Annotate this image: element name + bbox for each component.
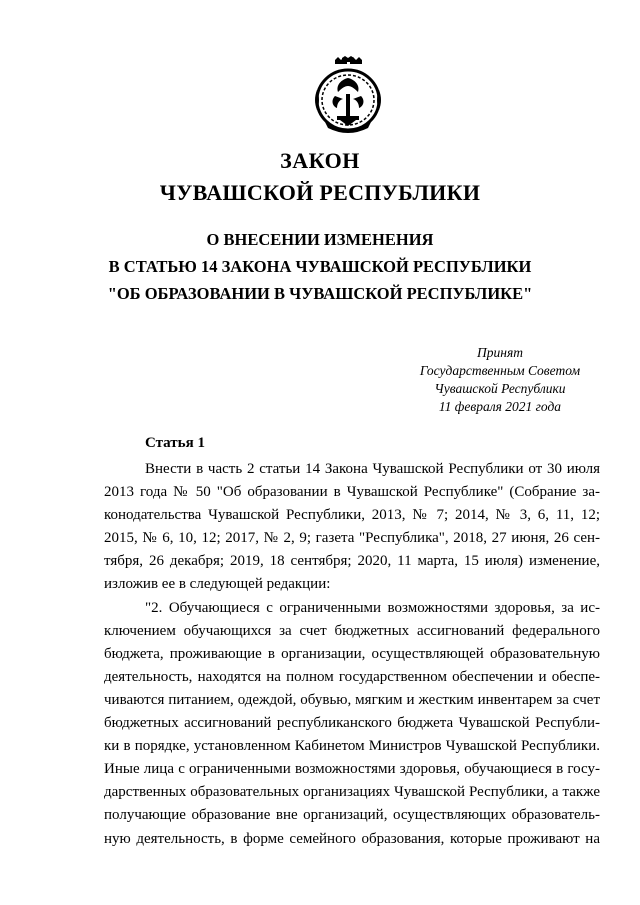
- article-title: Статья 1: [145, 435, 205, 451]
- body-line: деятельность, находятся на полном государственном обеспечении и обеспе-: [104, 668, 600, 685]
- body-line: Иные лица с ограниченными возможностями здоровья, обучающиеся в госу-: [104, 761, 600, 778]
- subtitle-line: В СТАТЬЮ 14 ЗАКОНА ЧУВАШСКОЙ РЕСПУБЛИКИ: [108, 257, 532, 276]
- body-line: бюджета, проживающие в организации, осуществляющей образовательную: [104, 645, 600, 662]
- subtitle-line: "ОБ ОБРАЗОВАНИИ В ЧУВАШСКОЙ РЕСПУБЛИКЕ": [107, 284, 533, 303]
- article-body: [104, 458, 600, 851]
- subtitle-line: О ВНЕСЕНИИ ИЗМЕНЕНИЯ: [206, 230, 434, 249]
- body-line: ки в порядке, установленном Кабинетом Министров Чувашской Республики.: [104, 738, 600, 755]
- chuvash-republic-emblem-icon: [313, 56, 383, 134]
- body-line: конодательства Чувашской Республики, 2013, № 7; 2014, № 3, 6, 11, 12;: [104, 507, 600, 524]
- body-line: "2. Обучающиеся с ограниченными возможностями здоровья, за ис-: [145, 599, 600, 616]
- adoption-line: Чувашской Республики: [434, 381, 566, 396]
- adoption-line: Принят: [477, 345, 523, 360]
- body-line: тября, 26 декабря; 2019, 18 сентября; 2020, 11 марта, 15 июля) изменение,: [104, 553, 600, 570]
- body-line: получающие образование вне организаций, осуществляющих образователь-: [104, 807, 600, 824]
- body-line: бюджетных ассигнований республиканского бюджета Чувашской Республи-: [104, 715, 600, 732]
- adoption-date: 11 февраля 2021 года: [438, 399, 562, 414]
- adoption-note: [380, 344, 620, 416]
- body-line: 2013 года № 50 "Об образовании в Чувашской Республике" (Собрание за-: [104, 484, 600, 501]
- body-line: изложив ее в следующей редакции:: [104, 576, 331, 593]
- body-line: ключением обучающихся за счет бюджетных ассигнований федерального: [104, 622, 600, 639]
- body-line: Внести в часть 2 статьи 14 Закона Чувашской Республики от 30 июля: [145, 461, 600, 477]
- body-line: ную деятельность, в форме семейного образования, которые проживают на: [104, 830, 600, 847]
- body-line: чиваются питанием, одеждой, обувью, мягким и жестким инвентарем за счет: [104, 691, 600, 708]
- republic-heading: ЧУВАШСКОЙ РЕСПУБЛИКИ: [159, 180, 481, 205]
- law-heading: ЗАКОН: [280, 148, 360, 173]
- body-line: 2015, № 6, 10, 12; 2017, № 2, 9; газета "Республика", 2018, 27 июня, 26 сен-: [104, 530, 600, 547]
- body-line: дарственных образовательных организациях Чувашской Республики, а также: [104, 784, 600, 801]
- adoption-line: Государственным Советом: [419, 363, 581, 378]
